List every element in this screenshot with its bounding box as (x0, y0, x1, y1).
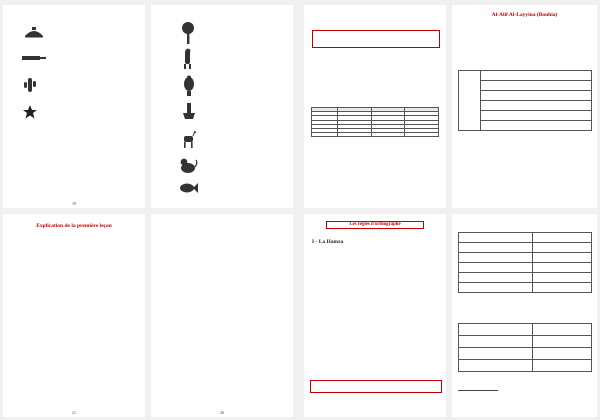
cactus-icon (23, 77, 37, 93)
chapter-title: I - La Hamza (312, 239, 344, 245)
bottle-icon (21, 53, 47, 63)
usage-table-2 (458, 323, 592, 372)
camel-icon (181, 48, 195, 70)
table-cell (533, 348, 592, 360)
definition-box (312, 30, 440, 48)
cat-icon (178, 155, 198, 175)
page-8 (452, 214, 597, 417)
table-cell (459, 360, 533, 372)
page-number: 26 (220, 410, 224, 415)
lamp-icon (23, 26, 45, 38)
table-cell (533, 273, 592, 283)
page-7 (304, 214, 446, 417)
page-1 (3, 5, 145, 208)
table-cell (533, 253, 592, 263)
table-cell (533, 233, 592, 243)
note-box (310, 380, 442, 393)
table-row-header (312, 133, 338, 137)
table-cell (459, 233, 533, 243)
table-cell (459, 336, 533, 348)
page-3 (304, 5, 446, 208)
table-cell (459, 324, 533, 336)
usage-table (458, 70, 592, 131)
page-4 (452, 5, 597, 208)
table-cell (459, 253, 533, 263)
banner-title: Les règles d'orthographe (349, 222, 401, 227)
lamp-icon (181, 102, 197, 120)
page-number: 19 (72, 201, 76, 206)
bird-icon (182, 75, 196, 97)
list-item (481, 121, 592, 131)
list-item (481, 71, 592, 81)
table-cell (533, 360, 592, 372)
page-2 (151, 5, 293, 208)
usage-table (458, 232, 592, 293)
table-cell (533, 324, 592, 336)
table-cell (459, 348, 533, 360)
table-cell (533, 283, 592, 293)
section-banner (326, 221, 424, 229)
table-cell (533, 243, 592, 253)
examples-table (311, 107, 439, 137)
list-item (481, 81, 592, 91)
table-cell (459, 263, 533, 273)
table-cell (459, 283, 533, 293)
table-cell (459, 243, 533, 253)
page-number: 21 (72, 410, 76, 415)
table-cell (459, 273, 533, 283)
table-cell (533, 336, 592, 348)
star-icon (22, 104, 38, 120)
page-6 (151, 214, 293, 417)
table-cell (533, 263, 592, 273)
tree-icon (179, 21, 197, 45)
page-heading: Al-Alif Al-Layyina (Bouhia) (491, 12, 558, 18)
deer-icon (179, 129, 197, 149)
list-item (481, 101, 592, 111)
footnote-rule (458, 390, 498, 391)
fish-icon (178, 181, 198, 195)
page-5 (3, 214, 145, 417)
page-heading: Explication de la première leçon (36, 223, 112, 229)
list-item (481, 91, 592, 101)
list-item (481, 111, 592, 121)
